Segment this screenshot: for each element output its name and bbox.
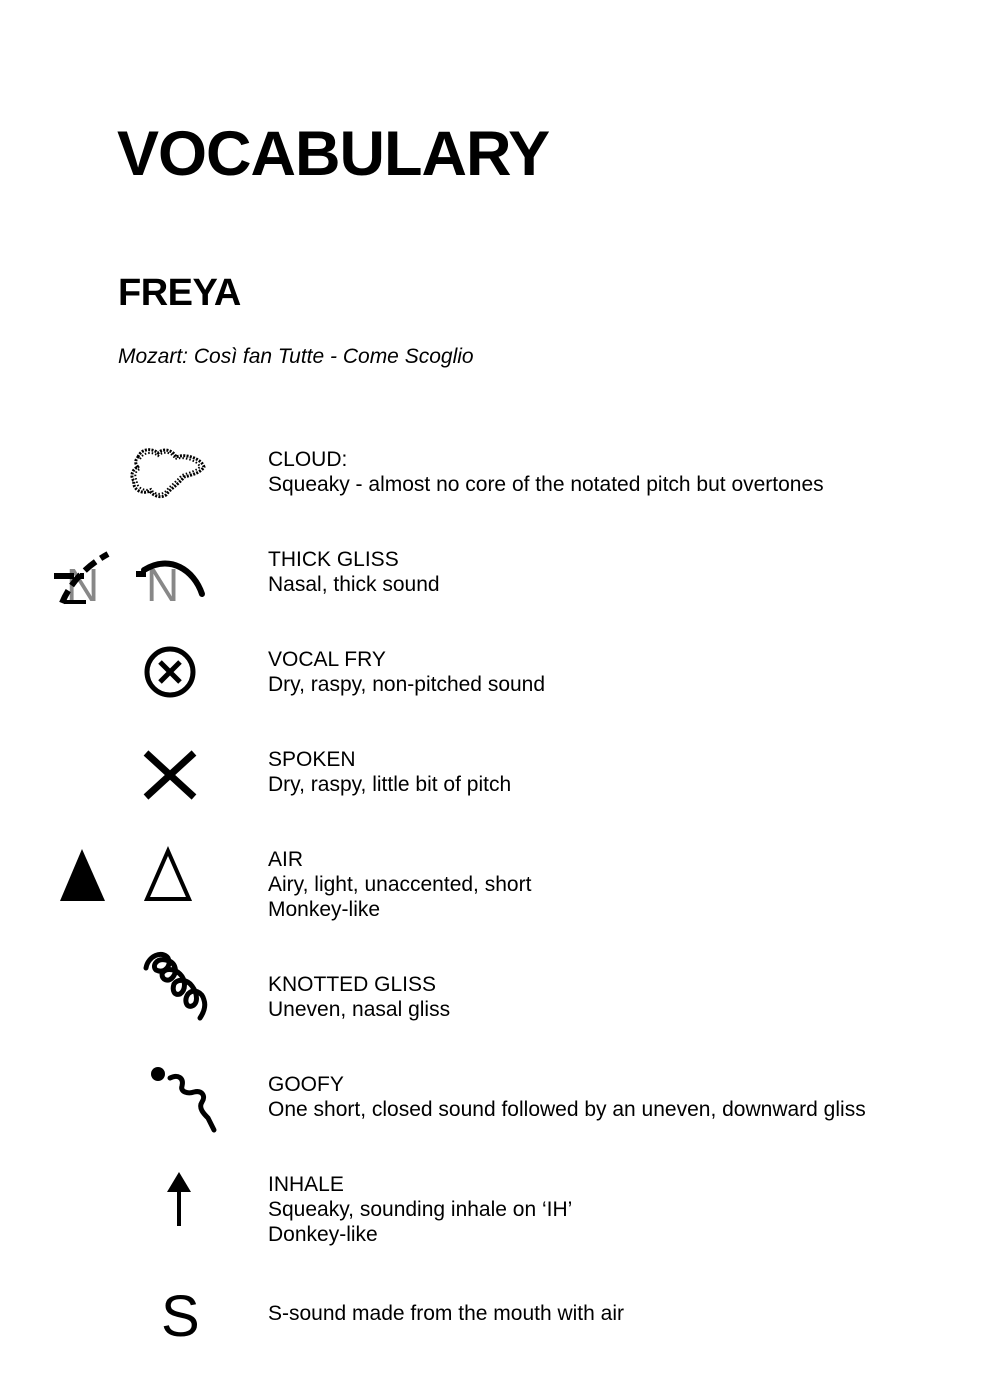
entry-cloud — [268, 447, 824, 497]
thick-gliss-icon — [134, 548, 210, 611]
entry-spoken — [268, 747, 511, 797]
cloud-icon — [128, 445, 210, 501]
thick-gliss-filled-icon — [50, 548, 116, 611]
piece-title: Mozart: Così fan Tutte - Come Scoglio — [118, 345, 474, 368]
gliss-letter: N — [66, 559, 100, 611]
entry-s-sound — [268, 1301, 624, 1326]
entry-air — [268, 847, 531, 922]
entry-heading: GOOFY — [268, 1073, 344, 1096]
entry-description: Uneven, nasal gliss — [268, 998, 451, 1021]
entry-description: One short, closed sound followed by an uneven, downward gliss — [268, 1098, 866, 1121]
filled-triangle-icon — [58, 847, 108, 903]
entry-heading: CLOUD: — [268, 448, 348, 471]
letter-s-icon: S — [161, 1284, 200, 1349]
coil-icon — [142, 950, 214, 1022]
circled-cross-icon — [143, 645, 197, 699]
entry-goofy — [268, 1072, 866, 1122]
cross-icon — [142, 749, 198, 801]
entry-description: Nasal, thick sound — [268, 573, 440, 596]
section-title: FREYA — [118, 272, 241, 314]
entry-heading: THICK GLISS — [268, 548, 399, 571]
entry-heading: VOCAL FRY — [268, 648, 386, 671]
entry-description: Dry, raspy, little bit of pitch — [268, 773, 512, 796]
entry-description: Monkey-like — [268, 898, 381, 921]
entry-heading: AIR — [268, 848, 304, 871]
entry-inhale — [268, 1172, 572, 1247]
entry-heading: KNOTTED GLISS — [268, 973, 437, 996]
entry-description: Dry, raspy, non-pitched sound — [268, 673, 546, 696]
entry-heading: SPOKEN — [268, 748, 356, 771]
entry-heading: INHALE — [268, 1173, 344, 1196]
page-title: VOCABULARY — [117, 119, 550, 189]
entry-vocal-fry — [268, 647, 545, 697]
entry-description: Airy, light, unaccented, short — [268, 873, 532, 896]
gliss-letter: N — [146, 559, 180, 611]
entry-description: Donkey-like — [268, 1223, 378, 1246]
entry-description: S-sound made from the mouth with air — [268, 1302, 624, 1325]
triangle-icon — [144, 847, 194, 903]
entry-description: Squeaky, sounding inhale on ‘IH’ — [268, 1198, 573, 1221]
entry-description: Squeaky - almost no core of the notated pitch but overtones — [268, 473, 824, 496]
entry-thick-gliss — [268, 547, 440, 597]
goofy-squiggle-icon — [148, 1064, 218, 1132]
up-arrow-icon — [166, 1170, 192, 1228]
entry-knotted-gliss — [268, 972, 450, 1022]
